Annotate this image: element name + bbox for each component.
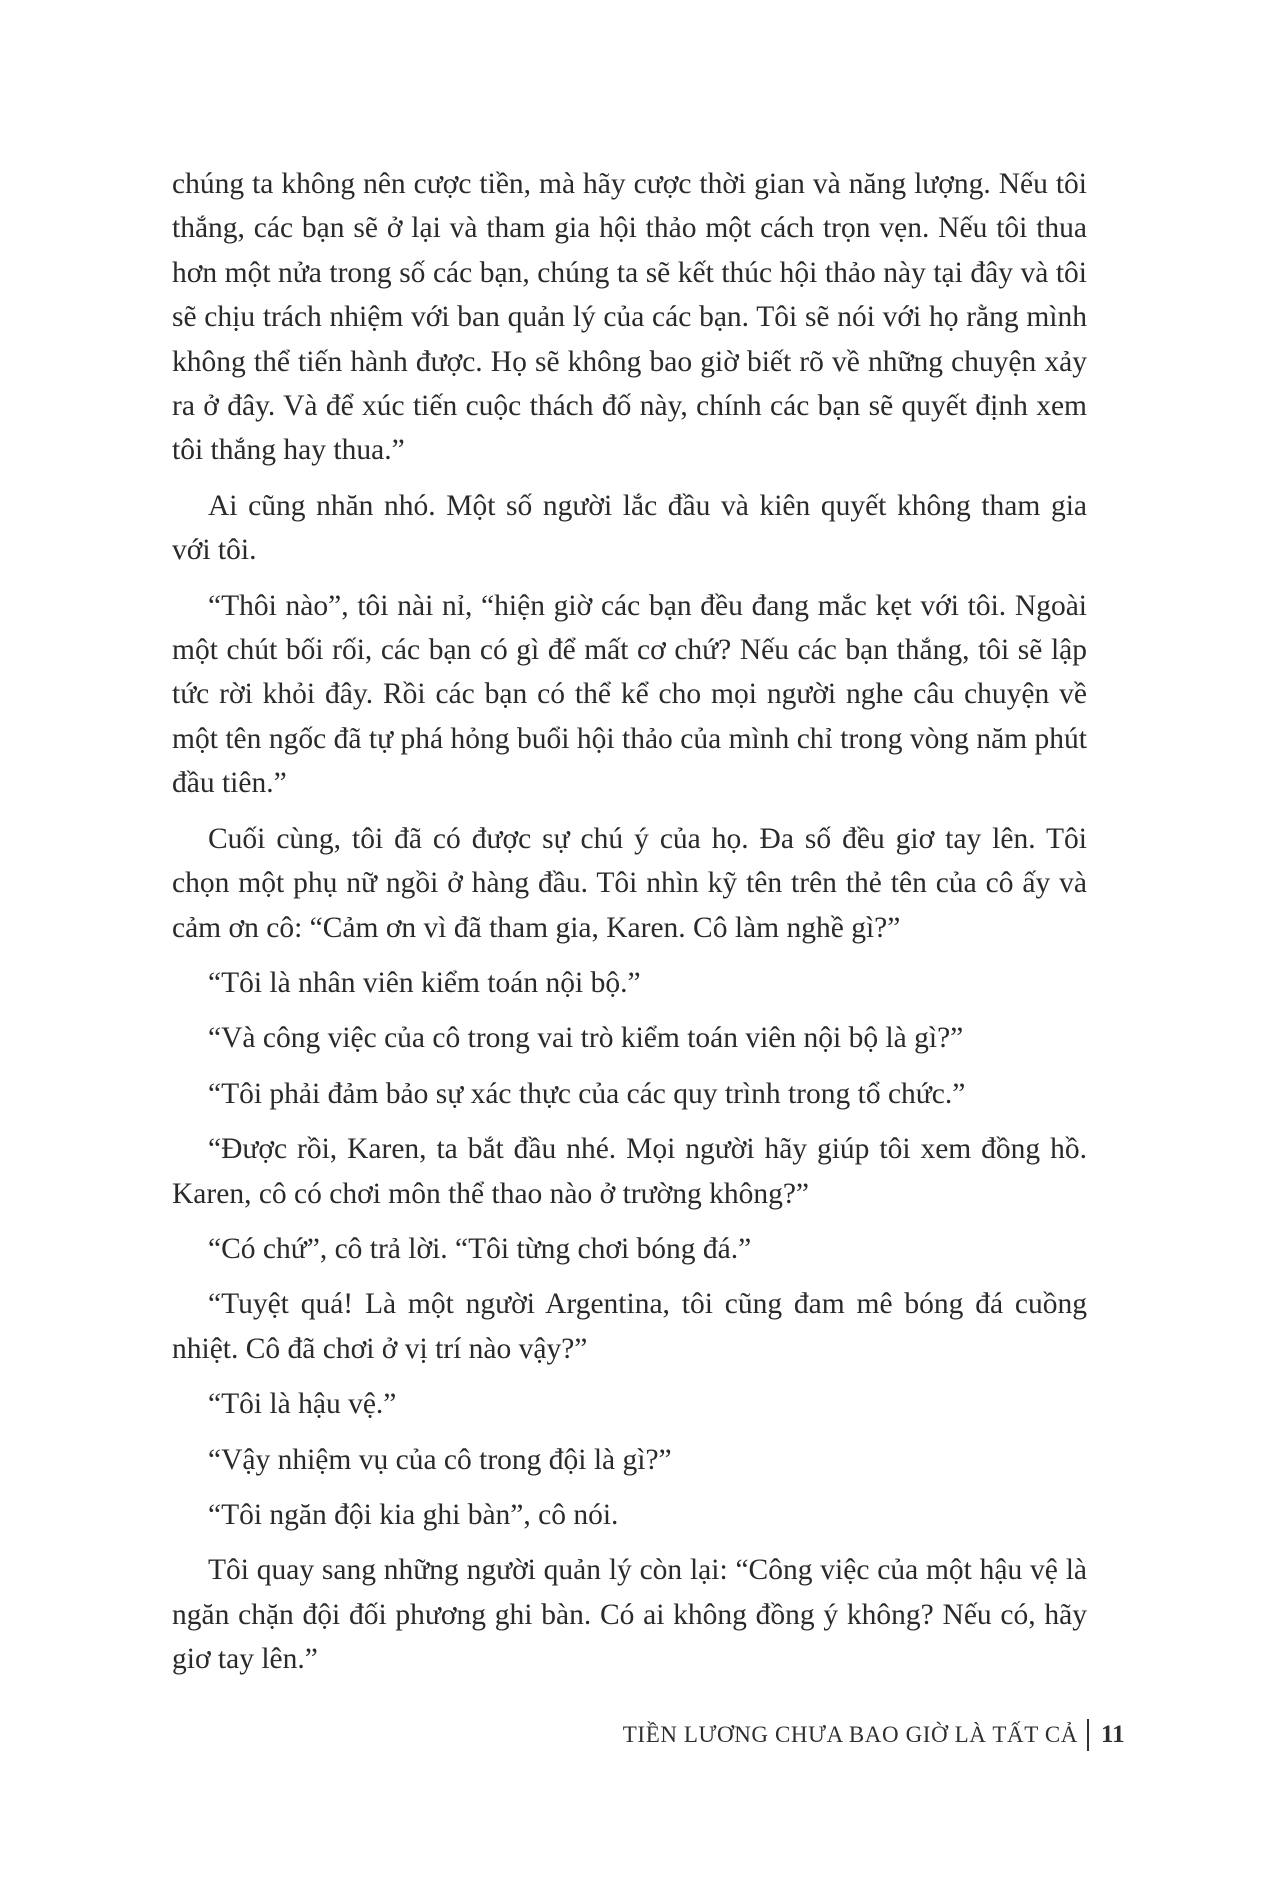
paragraph-2: Ai cũng nhăn nhó. Một số người lắc đầu và kiên quyết không tham gia với tôi. (172, 489, 1087, 567)
paragraph-4: Cuối cùng, tôi đã có được sự chú ý của họ. Đa số đều giơ tay lên. Tôi chọn một phụ nữ ngồi ở hàng đầu. Tôi nhìn kỹ tên trên thẻ tên của cô ấy và cảm ơn cô: “Cảm ơn vì đã tham gia, Karen. Cô làm nghề gì?” (172, 822, 1087, 944)
page-number: 11 (1101, 1721, 1125, 1748)
paragraph-13: “Tôi ngăn đội kia ghi bàn”, cô nói. (208, 1498, 619, 1531)
paragraph-11: “Tôi là hậu vệ.” (208, 1388, 397, 1421)
paragraph-12: “Vậy nhiệm vụ của cô trong đội là gì?” (208, 1443, 672, 1476)
paragraph-14: Tôi quay sang những người quản lý còn lại: “Công việc của một hậu vệ là ngăn chặn đội đối phương ghi bàn. Có ai không đồng ý không? Nếu có, hãy giơ tay lên.” (172, 1554, 1087, 1676)
paragraph-3: “Thôi nào”, tôi nài nỉ, “hiện giờ các bạn đều đang mắc kẹt với tôi. Ngoài một chút bối rối, các bạn có gì để mất cơ chứ? Nếu các bạn thắng, tôi sẽ lập tức rời khỏi đây. Rồi các bạn có thể kể cho mọi người nghe câu chuyện về một tên ngốc đã tự phá hỏng buổi hội thảo của mình chỉ trong vòng năm phút đầu tiên.” (172, 589, 1087, 800)
paragraph-8: “Được rồi, Karen, ta bắt đầu nhé. Mọi người hãy giúp tôi xem đồng hồ. Karen, cô có chơi môn thể thao nào ở trường không?” (172, 1133, 1087, 1210)
running-title: TIỀN LƯƠNG CHƯA BAO GIỜ LÀ TẤT CẢ (622, 1722, 1078, 1747)
paragraph-5: “Tôi là nhân viên kiểm toán nội bộ.” (208, 966, 641, 999)
footer-divider (1087, 1719, 1089, 1751)
paragraph-9: “Có chứ”, cô trả lời. “Tôi từng chơi bóng đá.” (208, 1232, 752, 1265)
paragraph-10: “Tuyệt quá! Là một người Argentina, tôi cũng đam mê bóng đá cuồng nhiệt. Cô đã chơi ở vị trí nào vậy?” (172, 1288, 1087, 1365)
body-text (172, 162, 1087, 1693)
page-footer (0, 1717, 1267, 1753)
paragraph-1: chúng ta không nên cược tiền, mà hãy cược thời gian và năng lượng. Nếu tôi thắng, các bạn sẽ ở lại và tham gia hội thảo một cách trọn vẹn. Nếu tôi thua hơn một nửa trong số các bạn, chúng ta sẽ kết thúc hội thảo này tại đây và tôi sẽ chịu trách nhiệm với ban quản lý của các bạn. Tôi sẽ nói với họ rằng mình không thể tiến hành được. Họ sẽ không bao giờ biết rõ về những chuyện xảy ra ở đây. Và để xúc tiến cuộc thách đố này, chính các bạn sẽ quyết định xem tôi thắng hay thua.” (172, 168, 1087, 467)
paragraph-7: “Tôi phải đảm bảo sự xác thực của các quy trình trong tổ chức.” (208, 1077, 966, 1110)
paragraph-6: “Và công việc của cô trong vai trò kiểm toán viên nội bộ là gì?” (208, 1022, 964, 1055)
